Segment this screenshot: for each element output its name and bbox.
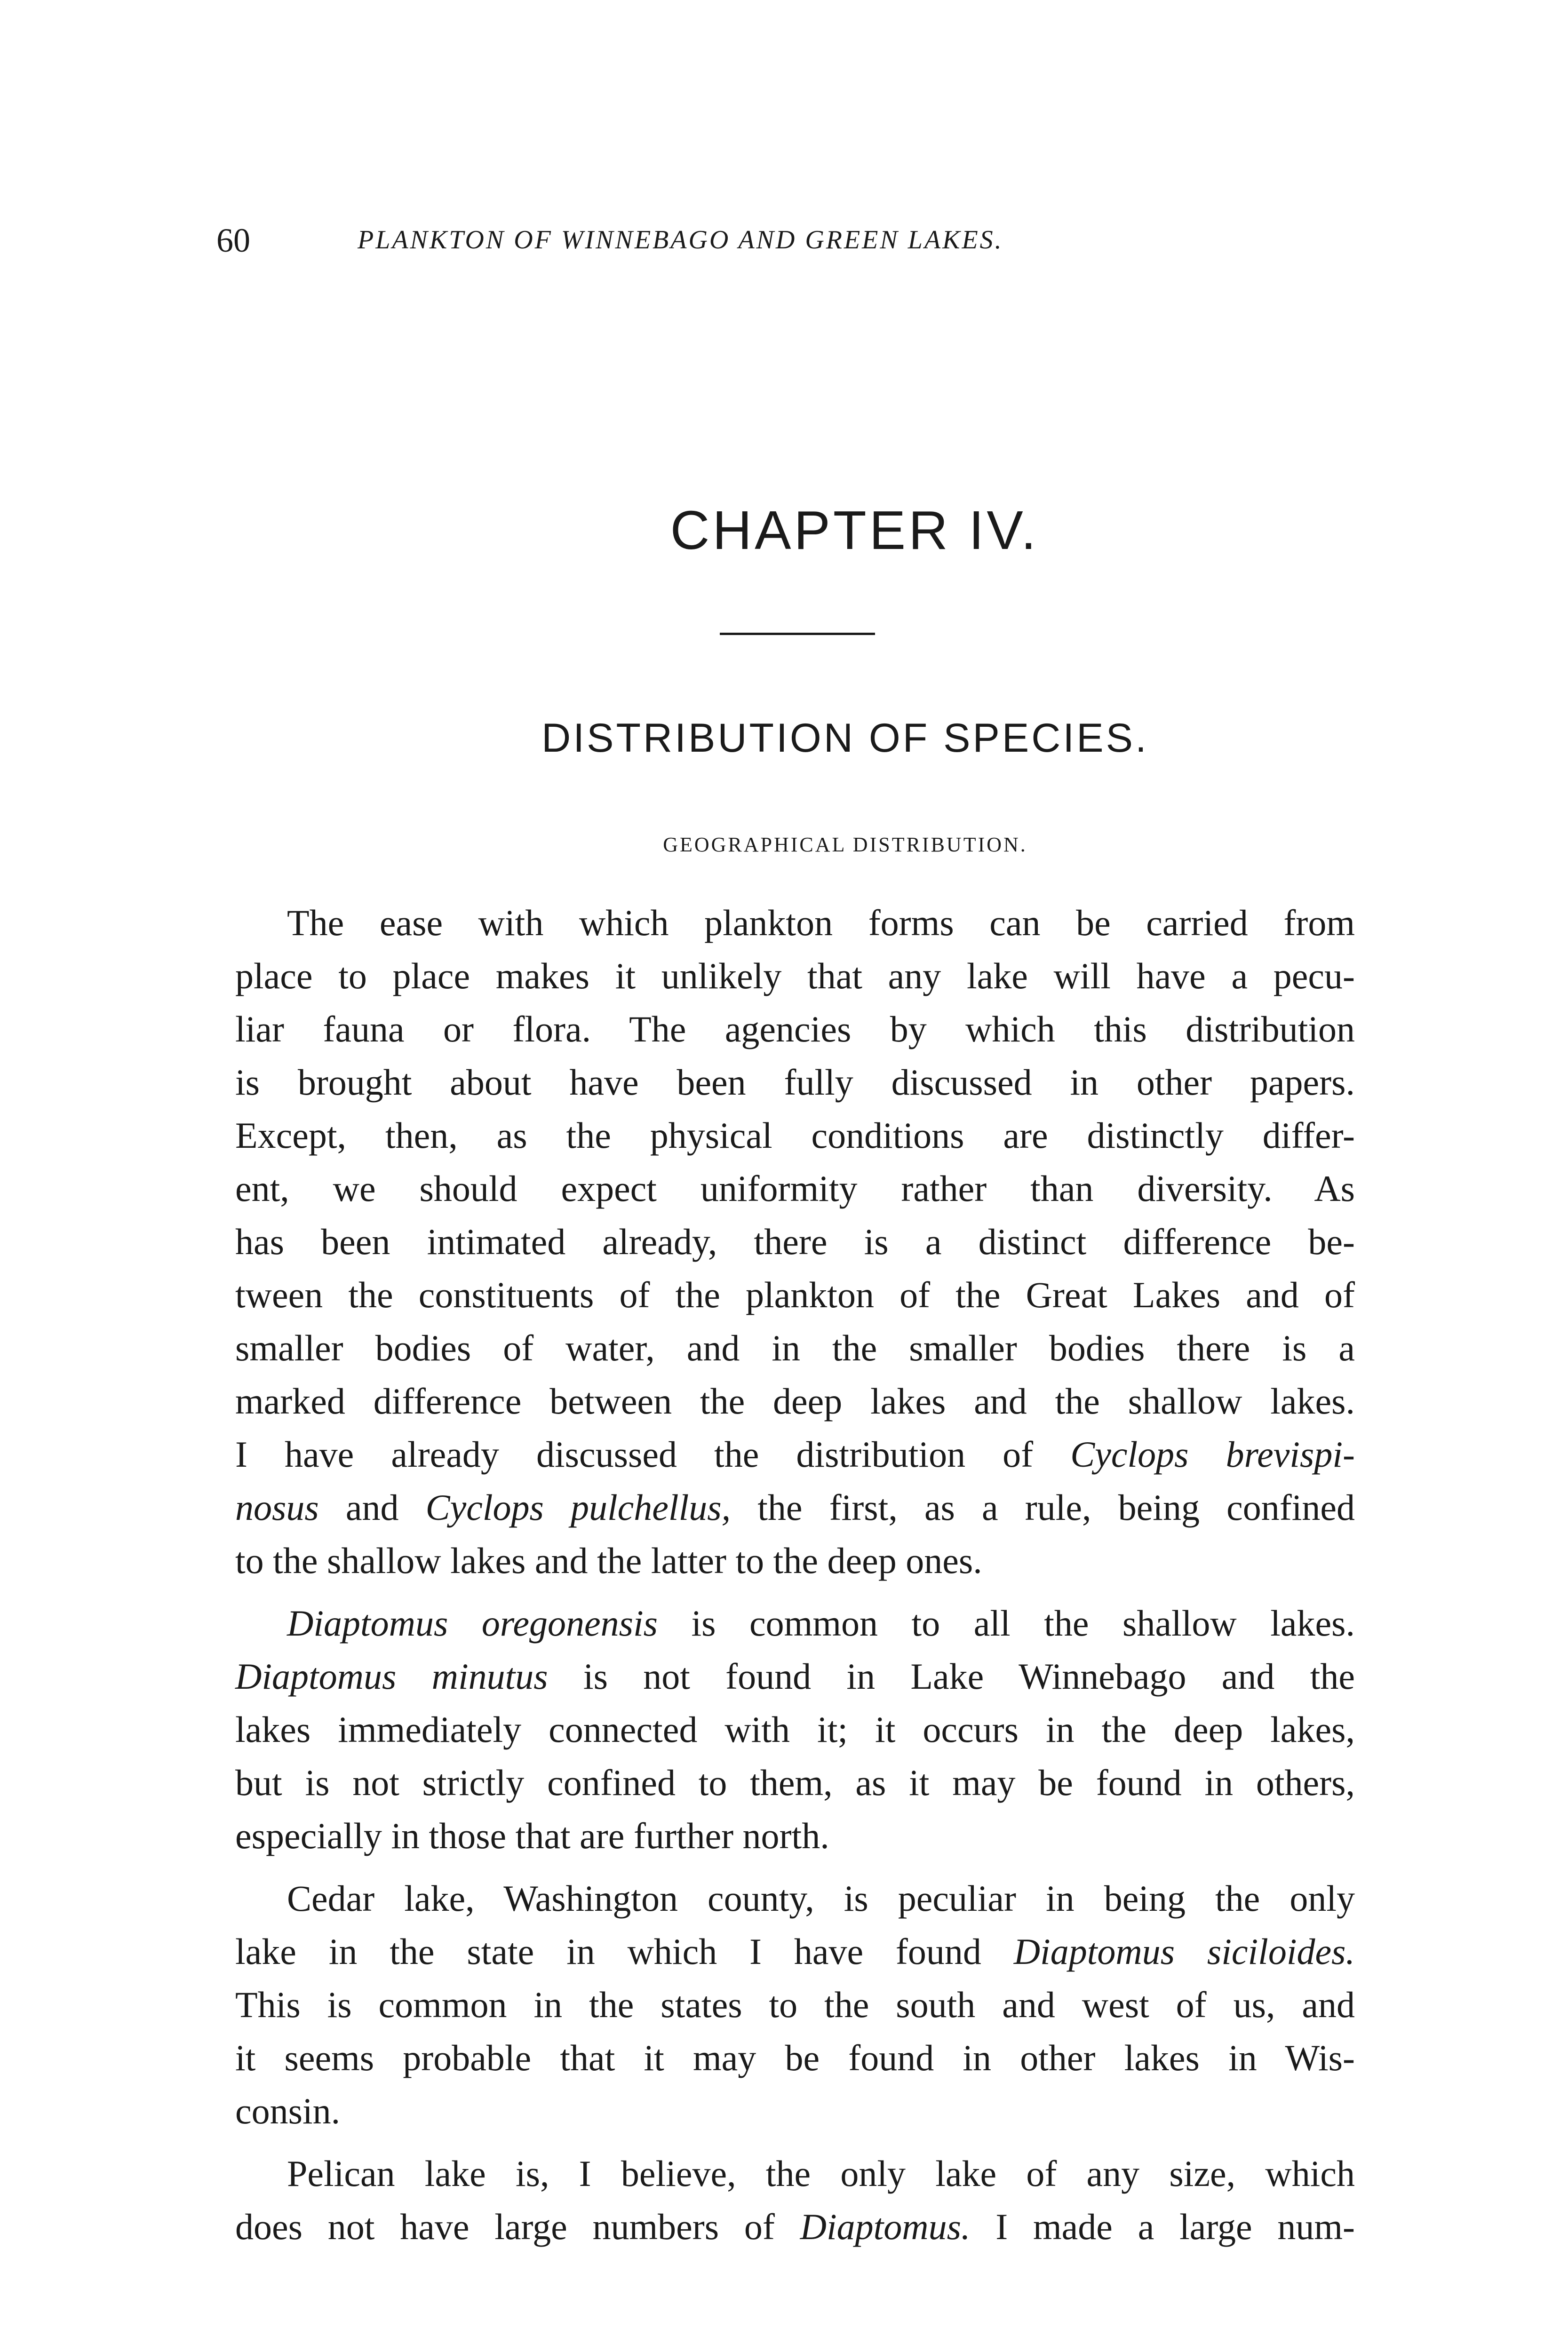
text-line: consin. [235,2090,341,2131]
text-line: is brought about have been fully discussed in other papers. [235,1062,1355,1103]
section-subtitle: GEOGRAPHICAL DISTRIBUTION. [663,833,1027,856]
text-line: tween the constituents of the plankton of the Great Lakes and of [235,1274,1355,1315]
body-text [235,896,1355,2253]
species-name: Cyclops brevispi- [1070,1434,1355,1475]
chapter-heading: CHAPTER IV. [670,500,1039,561]
page-number: 60 [216,222,250,259]
species-name: nosus [235,1487,319,1528]
text-line: Diaptomus minutus is not found in Lake Winnebago and the [235,1656,1355,1697]
species-name: Diaptomus. [800,2206,971,2247]
paragraph-3 [235,1872,1355,2137]
paragraph-2 [235,1597,1355,1862]
species-name: Cyclops pulchellus, [425,1487,731,1528]
text-line: it seems probable that it may be found in other lakes in Wis- [235,2037,1355,2078]
text-line: Diaptomus oregonensis is common to all the shallow lakes. [287,1603,1355,1644]
paragraph-1 [235,896,1355,1587]
species-name: Diaptomus oregonensis [287,1603,658,1644]
text-line: especially in those that are further north. [235,1815,829,1856]
running-title: PLANKTON OF WINNEBAGO AND GREEN LAKES. [358,225,1003,254]
paragraph-4 [235,2147,1355,2253]
text-line: liar fauna or flora. The agencies by which this distribution [235,1009,1355,1049]
text-line: This is common in the states to the south and west of us, and [235,1984,1355,2025]
text-line: but is not strictly confined to them, as it may be found in others, [235,1762,1355,1803]
text-line: lakes immediately connected with it; it occurs in the deep lakes, [235,1709,1355,1750]
text-line: place to place makes it unlikely that any lake will have a pecu- [235,955,1355,996]
species-name: Diaptomus minutus [235,1656,548,1697]
text-line: Pelican lake is, I believe, the only lake of any size, which [287,2153,1355,2194]
chapter-divider-rule [720,633,875,635]
text-line: to the shallow lakes and the latter to the deep ones. [235,1540,982,1581]
text-line: lake in the state in which I have found Diaptomus siciloides. [235,1931,1355,1972]
text-line: smaller bodies of water, and in the smaller bodies there is a [235,1327,1355,1368]
chapter-title: DISTRIBUTION OF SPECIES. [541,715,1149,761]
text-line: Except, then, as the physical conditions are distinctly differ- [235,1115,1355,1156]
text-line: ent, we should expect uniformity rather than diversity. As [235,1168,1355,1209]
text-line: nosus and Cyclops pulchellus, the first, as a rule, being confined [235,1487,1355,1528]
text-line: The ease with which plankton forms can be carried from [287,902,1355,943]
text-line: I have already discussed the distribution of Cyclops brevispi- [235,1434,1355,1475]
text-line: Cedar lake, Washington county, is peculiar in being the only [287,1878,1355,1919]
text-line: does not have large numbers of Diaptomus. I made a large num- [235,2206,1355,2247]
species-name: Diaptomus siciloides. [1013,1931,1355,1972]
text-line: has been intimated already, there is a distinct difference be- [235,1221,1355,1262]
running-header [216,221,1393,278]
text-line: marked difference between the deep lakes and the shallow lakes. [235,1381,1355,1422]
